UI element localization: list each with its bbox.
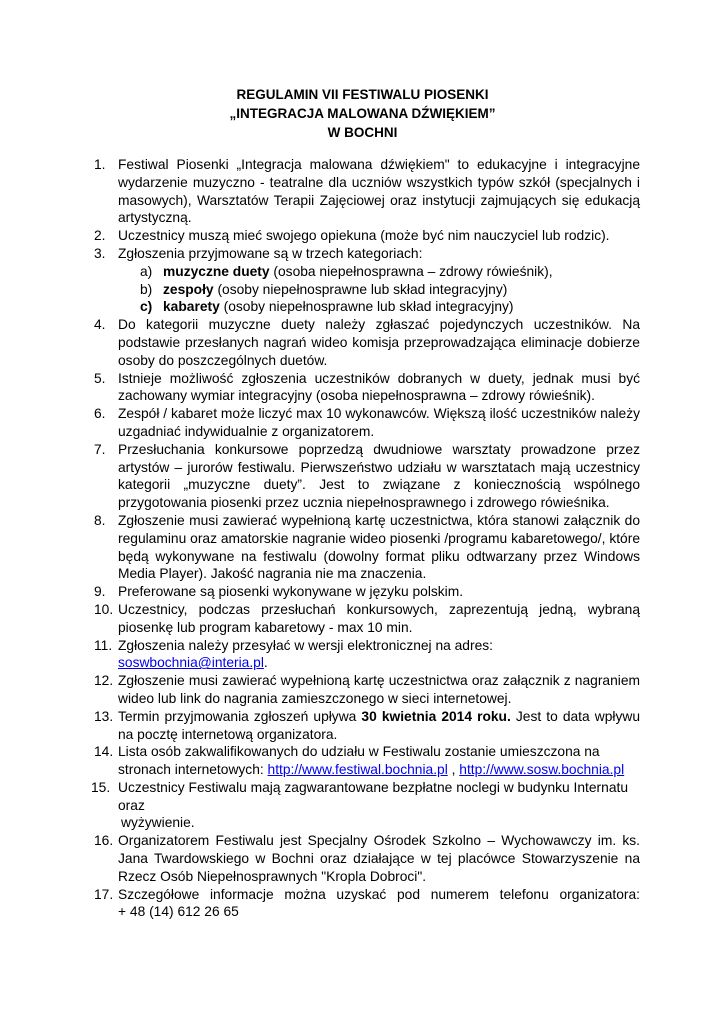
rule-number: 3. xyxy=(94,245,106,261)
title-line-3: W BOCHNI xyxy=(327,125,398,140)
category-a xyxy=(94,263,640,281)
sosw-link[interactable]: http://www.sosw.bochnia.pl xyxy=(459,762,625,778)
rule-12 xyxy=(94,672,640,708)
category-label: b) xyxy=(140,281,153,297)
rule-10 xyxy=(94,601,640,637)
rule-number: 14. xyxy=(94,744,114,760)
rule-text: Organizatorem Festiwalu jest Specjalny Ośrodek Szkolno – Wychowawczy im. ks. Jana Twardowskiego w Bochni oraz działające w tej placówce Stowarzyszenie na Rzecz Osób Niepełnosprawnych "Kropla Dobroci". xyxy=(118,833,640,884)
festival-link[interactable]: http://www.festiwal.bochnia.pl xyxy=(267,762,448,778)
rule-number: 8. xyxy=(94,512,106,528)
rule-number: 4. xyxy=(94,317,106,333)
category-desc: (osoby niepełnosprawne lub skład integracyjny) xyxy=(219,299,514,315)
rule-text: Do kategorii muzyczne duety należy zgłaszać pojedynczych uczestników. Na podstawie przesłanych nagrań wideo komisja przeprowadzająca eliminacje dobierze osoby do poszczególnych duetów. xyxy=(118,317,640,368)
category-label: a) xyxy=(140,263,153,279)
deadline-date: 30 kwietnia 2014 roku. xyxy=(361,708,511,724)
rule-number: 5. xyxy=(94,370,106,386)
category-name: zespoły xyxy=(163,281,214,297)
rule-3 xyxy=(94,245,640,263)
rule-14 xyxy=(94,743,640,779)
email-link[interactable]: soswbochnia@interia.pl xyxy=(118,655,264,671)
rule-number: 10. xyxy=(94,601,114,617)
rule-text: Zgłoszenie musi zawierać wypełnioną kartę uczestnictwa oraz załącznik z nagraniem wideo lub link do nagrania zamieszczonego w sieci internetowej. xyxy=(118,673,640,706)
rule-text: Szczegółowe informacje można uzyskać pod numerem telefonu organizatora: xyxy=(118,886,640,902)
rule-number: 15. xyxy=(91,779,111,795)
rule-9 xyxy=(94,583,640,601)
link-separator: , xyxy=(447,762,460,778)
rule-5 xyxy=(94,370,640,406)
category-label: c) xyxy=(140,299,153,315)
rule-number: 13. xyxy=(94,708,114,724)
rule-15 xyxy=(91,779,640,832)
rule-number: 12. xyxy=(94,673,114,689)
category-c xyxy=(94,298,640,316)
rule-number: 11. xyxy=(94,637,113,653)
rule-17 xyxy=(94,886,640,922)
rule-16 xyxy=(94,832,640,885)
title-line-1: REGULAMIN VII FESTIWALU PIOSENKI xyxy=(236,87,489,102)
rule-text: Uczestnicy, podczas przesłuchań konkursowych, zaprezentują jedną, wybraną piosenkę lub program kabaretowy - max 10 min. xyxy=(118,601,640,635)
rule-text-end: Jest to data wpływu na pocztę internetową organizatora. xyxy=(118,708,640,742)
rules-list xyxy=(91,156,640,921)
rule-number: 1. xyxy=(94,157,106,172)
rule-text: Festiwal Piosenki „Integracja malowana dźwiękiem" to edukacyjne i integracyjne wydarzenie muzyczno - teatralne dla uczniów wszystkich typów szkół (specjalnych i masowych), Warsztatów Terapii Zajęciowej oraz instytucji zajmujących się edukacją artystyczną. xyxy=(118,157,640,226)
rule-11 xyxy=(94,637,640,673)
title-line-2: „INTEGRACJA MALOWANA DŹWIĘKIEM” xyxy=(229,106,496,121)
rule-text: Uczestnicy muszą mieć swojego opiekuna (może być nim nauczyciel lub rodzic). xyxy=(118,228,610,244)
category-desc: (osoby niepełnosprawne lub skład integracyjny) xyxy=(213,281,508,297)
category-name: kabarety xyxy=(163,299,220,315)
rule-text: Termin przyjmowania zgłoszeń upływa xyxy=(118,708,362,724)
rule-number: 16. xyxy=(94,833,114,849)
category-b xyxy=(94,281,640,299)
rule-text-cont: wyżywienie. xyxy=(121,815,195,831)
rule-text: Przesłuchania konkursowe poprzedzą dwudniowe warsztaty prowadzone przez artystów – jurorów festiwalu. Pierwszeństwo udziału w warsztatach mają uczestnicy kategorii „muzyczne duety”. Jest to związane z koniecznością wspólnego przygotowania piosenki przez ucznia niepełnosprawnego i zdrowego rówieśnika. xyxy=(118,441,640,511)
rule-7 xyxy=(94,441,640,512)
rule-6 xyxy=(94,405,640,441)
phone-number: + 48 (14) 612 26 65 xyxy=(118,904,239,920)
rule-8 xyxy=(94,512,640,583)
rule-number: 9. xyxy=(94,584,106,600)
rule-number: 2. xyxy=(94,228,106,244)
rule-13 xyxy=(94,708,640,744)
rule-text: Zespół / kabaret może liczyć max 10 wykonawców. Większą ilość uczestników należy uzgadniać indywidualnie z organizatorem. xyxy=(118,406,640,439)
rule-text: Preferowane są piosenki wykonywane w języku polskim. xyxy=(118,584,464,600)
rule-text-end: . xyxy=(263,655,268,671)
rule-text: Uczestnicy Festiwalu mają zagwarantowane bezpłatne noclegi w budynku Internatu oraz xyxy=(118,779,628,813)
rule-text: Zgłoszenie musi zawierać wypełnioną kartę uczestnictwa, która stanowi załącznik do regulaminu oraz amatorskie nagranie wideo piosenki /programu kabaretowego/, które będą wykonywane na festiwalu (dowolny format pliku odtwarzany przez Windows Media Player). Jakość nagrania nie ma znaczenia. xyxy=(118,512,640,582)
rule-number: 6. xyxy=(94,406,106,422)
document-title xyxy=(0,85,725,142)
rule-number: 17. xyxy=(94,886,114,902)
rule-text: Zgłoszenia należy przesyłać w wersji elektronicznej na adres: xyxy=(118,637,493,653)
rule-4 xyxy=(94,316,640,369)
rule-text: Zgłoszenia przyjmowane są w trzech kategoriach: xyxy=(118,245,423,261)
rule-2 xyxy=(94,227,640,245)
category-name: muzyczne duety xyxy=(163,263,270,279)
category-desc: (osoba niepełnosprawna – zdrowy rówieśnik), xyxy=(269,263,553,279)
rule-1 xyxy=(94,156,640,227)
rule-text: Lista osób zakwalifikowanych do udziału w Festiwalu zostanie umieszczona na stronach internetowych: xyxy=(118,744,600,778)
rule-number: 7. xyxy=(94,441,106,457)
rule-text: Istnieje możliwość zgłoszenia uczestników dobranych w duety, jednak musi być zachowany wymiar integracyjny (osoba niepełnosprawna – zdrowy rówieśnik). xyxy=(118,370,640,404)
